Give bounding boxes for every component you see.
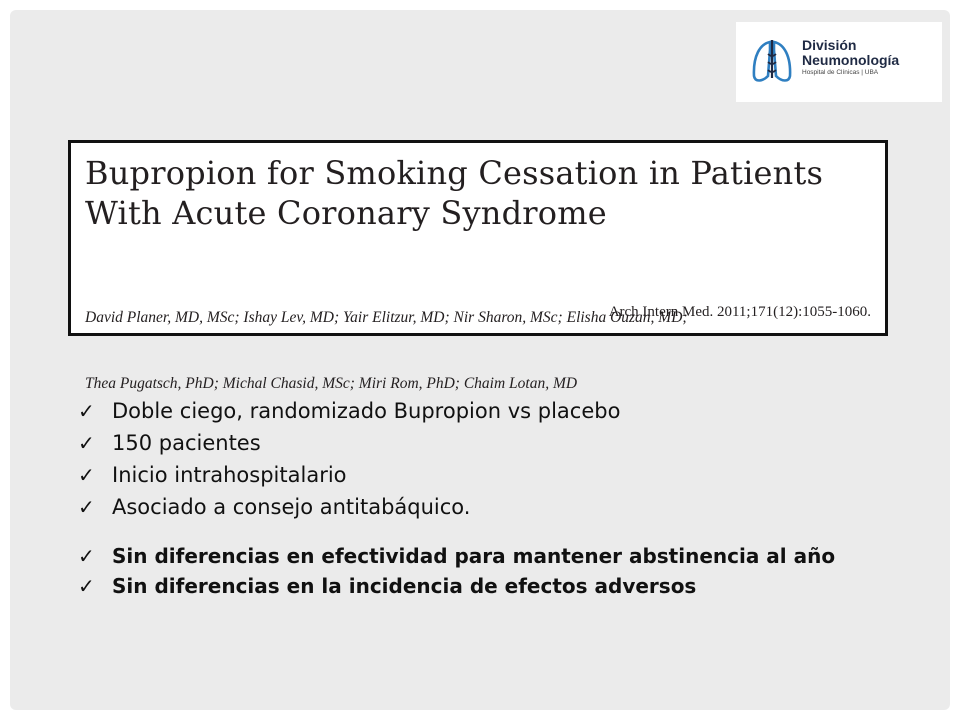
paper-header-image <box>68 140 888 392</box>
checkmark-icon: ✓ <box>78 463 95 487</box>
bullet-text: 150 pacientes <box>112 431 261 455</box>
checkmark-icon: ✓ <box>78 431 95 455</box>
list-item <box>78 541 858 571</box>
logo-text <box>802 38 899 77</box>
bullet-text: Sin diferencias en la incidencia de efectos adversos <box>112 574 697 598</box>
list-item <box>78 491 858 523</box>
checkmark-icon: ✓ <box>78 544 95 568</box>
checkmark-icon: ✓ <box>78 399 95 423</box>
bullet-list <box>78 395 858 601</box>
list-item <box>78 571 858 601</box>
list-item <box>78 459 858 491</box>
slide <box>10 10 950 710</box>
list-spacer <box>78 523 858 541</box>
list-item <box>78 395 858 427</box>
paper-title-line2: With Acute Coronary Syndrome <box>85 194 607 232</box>
bullet-text: Doble ciego, randomizado Bupropion vs placebo <box>112 399 621 423</box>
logo-title-line2: Neumonología <box>802 52 900 68</box>
lungs-icon <box>750 36 794 86</box>
paper-header-inner <box>77 149 879 392</box>
checkmark-icon: ✓ <box>78 495 95 519</box>
paper-authors-line1: David Planer, MD, MSc; Ishay Lev, MD; Yair Elitzur, MD; Nir Sharon, MSc; Elisha Ouzan, MD; <box>85 309 688 326</box>
logo-title-line1: División <box>802 37 857 53</box>
paper-citation: Arch Intern Med. 2011;171(12):1055-1060. <box>608 304 871 320</box>
bullet-text: Inicio intrahospitalario <box>112 463 347 487</box>
paper-title <box>85 153 823 233</box>
paper-title-line1: Bupropion for Smoking Cessation in Patients <box>85 154 824 192</box>
bullet-text: Sin diferencias en efectividad para mantener abstinencia al año <box>112 544 836 568</box>
paper-authors-line2: Thea Pugatsch, PhD; Michal Chasid, MSc; Miri Rom, PhD; Chaim Lotan, MD <box>85 375 578 392</box>
checkmark-icon: ✓ <box>78 574 95 598</box>
list-item <box>78 427 858 459</box>
logo-subtitle: Hospital de Clínicas | UBA <box>802 69 879 76</box>
logo <box>736 22 942 102</box>
bullet-text: Asociado a consejo antitabáquico. <box>112 495 471 519</box>
